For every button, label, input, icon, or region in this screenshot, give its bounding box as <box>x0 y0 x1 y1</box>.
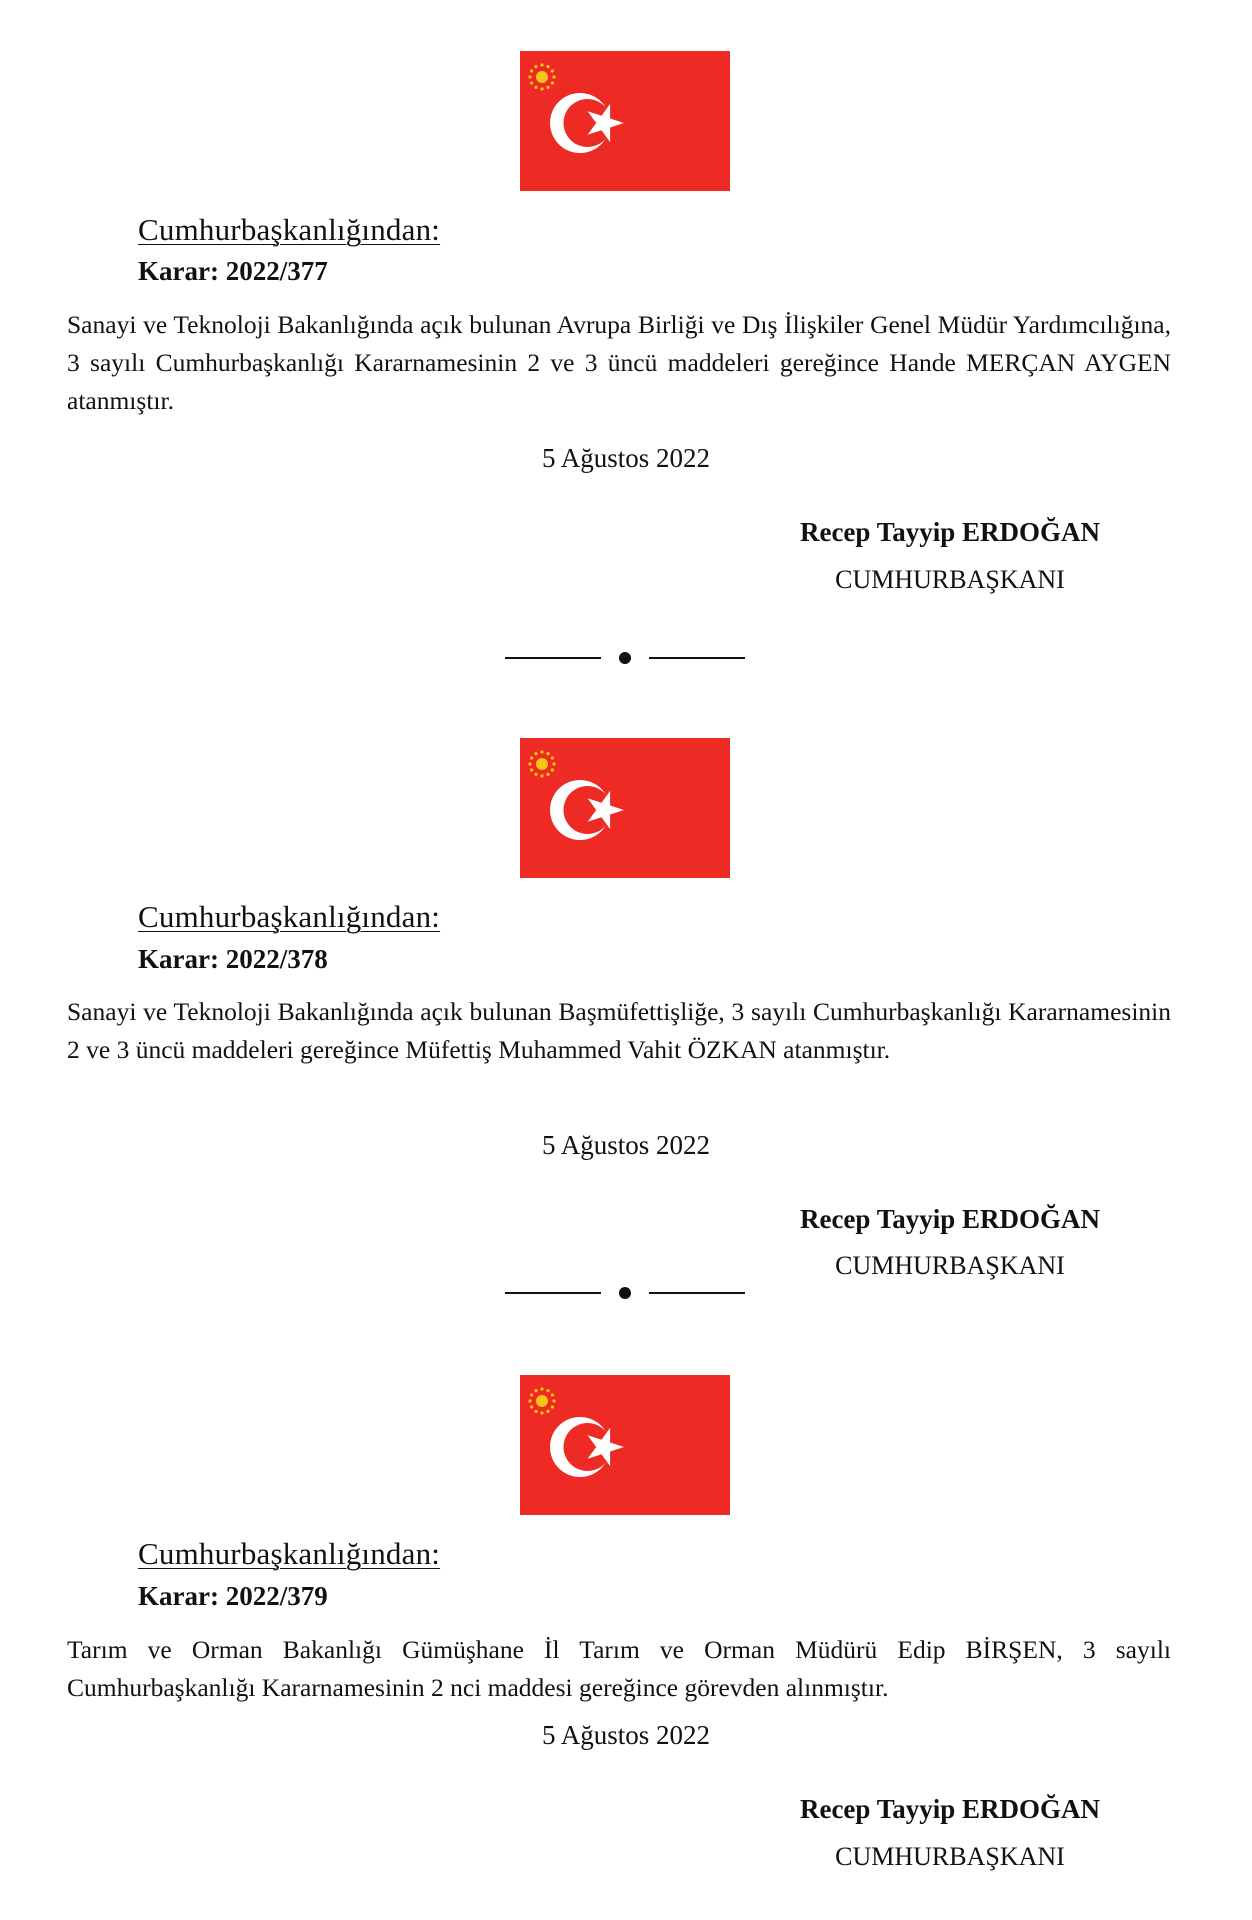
decision-number: Karar: 2022/379 <box>138 1581 328 1611</box>
flag-icon <box>520 51 730 191</box>
flag-icon <box>520 738 730 878</box>
issuer-heading: Cumhurbaşkanlığından: <box>138 212 441 247</box>
separator-line <box>505 657 601 659</box>
signer-name: Recep Tayyip ERDOĞAN <box>799 1204 1101 1234</box>
decision-date: 5 Ağustos 2022 <box>541 1720 711 1750</box>
decision-date: 5 Ağustos 2022 <box>541 443 711 473</box>
decision-body: Sanayi ve Teknoloji Bakanlığında açık bulunan Başmüfettişliğe, 3 sayılı Cumhurbaşkanlığı Kararnamesinin 2 ve 3 üncü maddeleri gereğince Müfettiş Muhammed Vahit ÖZKAN atanmıştır. <box>67 997 1171 1064</box>
turkish-flag-emblem <box>520 738 730 878</box>
decision-number: Karar: 2022/378 <box>138 944 328 974</box>
separator-line <box>649 657 745 659</box>
decision-date: 5 Ağustos 2022 <box>541 1130 711 1160</box>
signer-name: Recep Tayyip ERDOĞAN <box>799 517 1101 547</box>
separator-dot <box>619 1287 631 1299</box>
section-separator <box>505 1285 745 1301</box>
signer-title: CUMHURBAŞKANI <box>835 1842 1065 1871</box>
signer-title: CUMHURBAŞKANI <box>835 565 1065 594</box>
signer-name: Recep Tayyip ERDOĞAN <box>799 1794 1101 1824</box>
turkish-flag-emblem <box>520 51 730 191</box>
issuer-heading: Cumhurbaşkanlığından: <box>138 899 441 934</box>
section-separator <box>505 650 745 666</box>
separator-line <box>649 1292 745 1294</box>
issuer-heading: Cumhurbaşkanlığından: <box>138 1536 441 1571</box>
separator-line <box>505 1292 601 1294</box>
signer-title: CUMHURBAŞKANI <box>835 1251 1065 1280</box>
flag-icon <box>520 1375 730 1515</box>
decision-body: Sanayi ve Teknoloji Bakanlığında açık bulunan Avrupa Birliği ve Dış İlişkiler Genel Müdür Yardımcılığına, 3 sayılı Cumhurbaşkanlığı Kararnamesinin 2 ve 3 üncü maddeleri gereğince Hande MERÇAN AYGEN atanmıştır. <box>67 310 1171 415</box>
decision-body: Tarım ve Orman Bakanlığı Gümüşhane İl Tarım ve Orman Müdürü Edip BİRŞEN, 3 sayılı Cumhurbaşkanlığı Kararnamesinin 2 nci maddesi gereğince görevden alınmıştır. <box>67 1635 1171 1702</box>
turkish-flag-emblem <box>520 1375 730 1515</box>
decision-number: Karar: 2022/377 <box>138 256 328 286</box>
separator-dot <box>619 652 631 664</box>
